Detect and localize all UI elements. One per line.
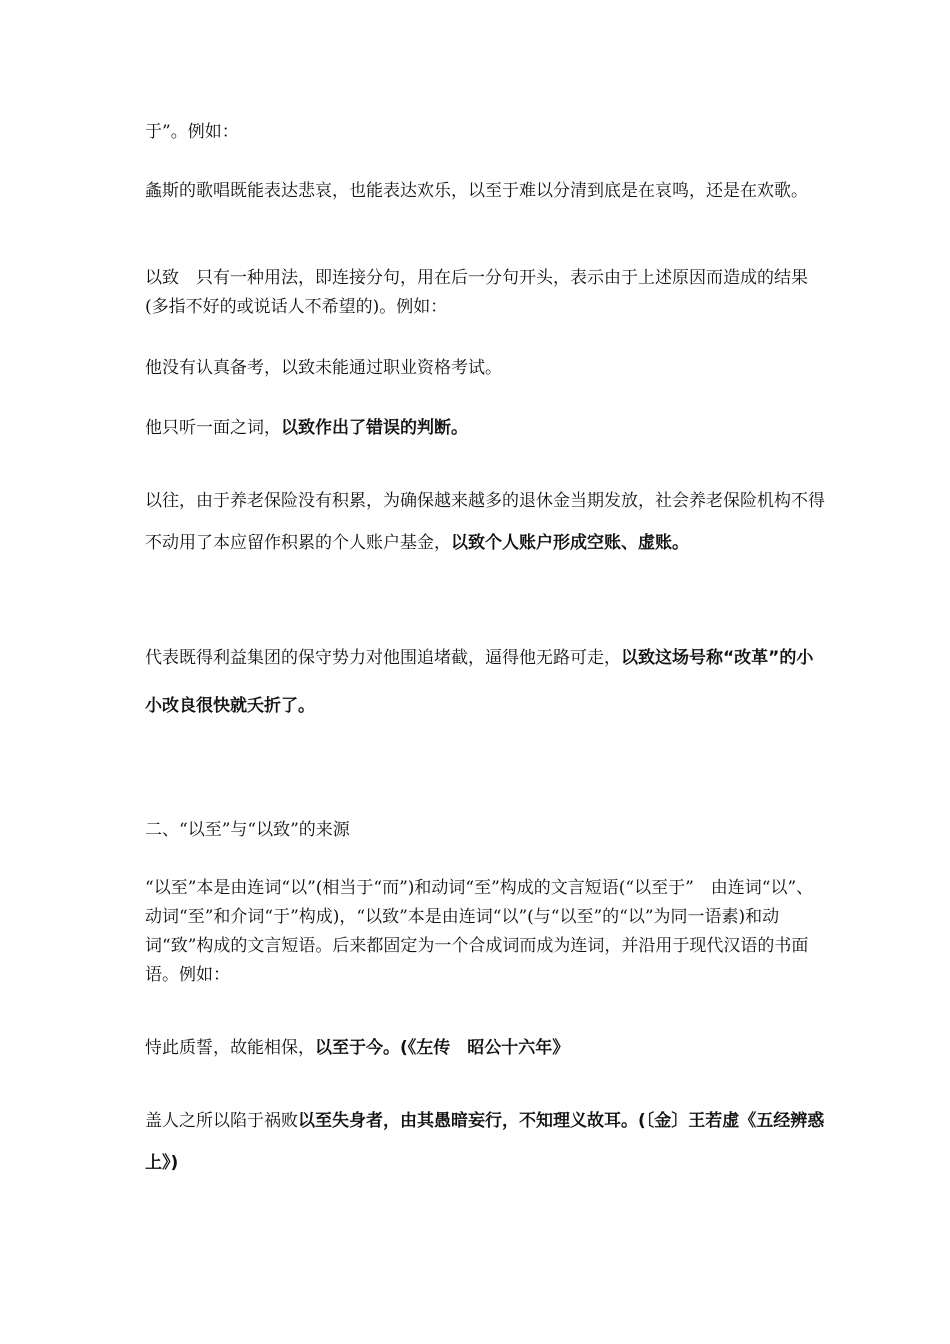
- section-heading: 二、“以至”与“以致”的来源: [145, 820, 350, 840]
- paragraph-5-text-c: 作出了错误的判断。: [315, 418, 468, 438]
- paragraph-7-keyword: 以致: [621, 648, 655, 668]
- paragraph-2: 螽斯的歌唱既能表达悲哀，也能表达欢乐，以至于难以分清到底是在哀鸣，还是在欢歌。: [145, 181, 808, 201]
- paragraph-11: [145, 1100, 825, 1184]
- paragraph-3: 以致 只有一种用法，即连接分句，用在后一分句开头，表示由于上述原因而造成的结果(多指不好的或说话人不希望的)。例如：: [145, 268, 808, 317]
- paragraph-10-text-a: 恃此质誓，故能相保，: [145, 1038, 315, 1058]
- paragraph-7-text-a: 代表既得利益集团的保守势力对他围追堵截，逼得他无路可走，: [145, 648, 621, 668]
- paragraph-10: [145, 1034, 825, 1063]
- paragraph-6: [145, 480, 825, 564]
- paragraph-1: 于”。例如：: [145, 122, 239, 142]
- paragraph-7-text-c: 这场号称“改革”的小小改良很快就夭折了。: [145, 648, 814, 716]
- paragraph-5-text-a: 他只听一面之词，: [145, 418, 281, 438]
- paragraph-10-text-c: 于今。(《左传 昭公十六年》: [349, 1038, 570, 1058]
- paragraph-7: [145, 634, 825, 730]
- paragraph-11-text-c: 失身者，由其愚暗妄行，不知理义故耳。(〔金〕王若虚《五经辨惑上》): [145, 1111, 825, 1173]
- paragraph-6-text-a: 以往，由于养老保险没有积累，为确保越来越多的退休金当期发放，社会养老保险机构不得不动用了本应留作积累的个人账户基金，: [145, 491, 825, 553]
- paragraph-5-keyword: 以致: [281, 418, 315, 438]
- paragraph-11-text-a: 盖人之所以陷于祸败: [145, 1111, 298, 1131]
- paragraph-9: “以至”本是由连词“以”(相当于“而”)和动词“至”构成的文言短语(“以至于” 由连词“以”、动词“至”和介词“于”构成)，“以致”本是由连词“以”(与“以至”的“以”为同一语素)和动词“致”构成的文言短语。后来都固定为一个合成词而成为连词，并沿用于现代汉语的书面语。例如：: [145, 878, 814, 985]
- paragraph-5: [145, 414, 825, 443]
- paragraph-6-text-c: 个人账户形成空账、虚账。: [485, 533, 689, 553]
- paragraph-11-keyword: 以至: [298, 1111, 332, 1131]
- paragraph-6-keyword: 以致: [451, 533, 485, 553]
- paragraph-4: 他没有认真备考，以致未能通过职业资格考试。: [145, 358, 502, 378]
- paragraph-10-keyword: 以至: [315, 1038, 349, 1058]
